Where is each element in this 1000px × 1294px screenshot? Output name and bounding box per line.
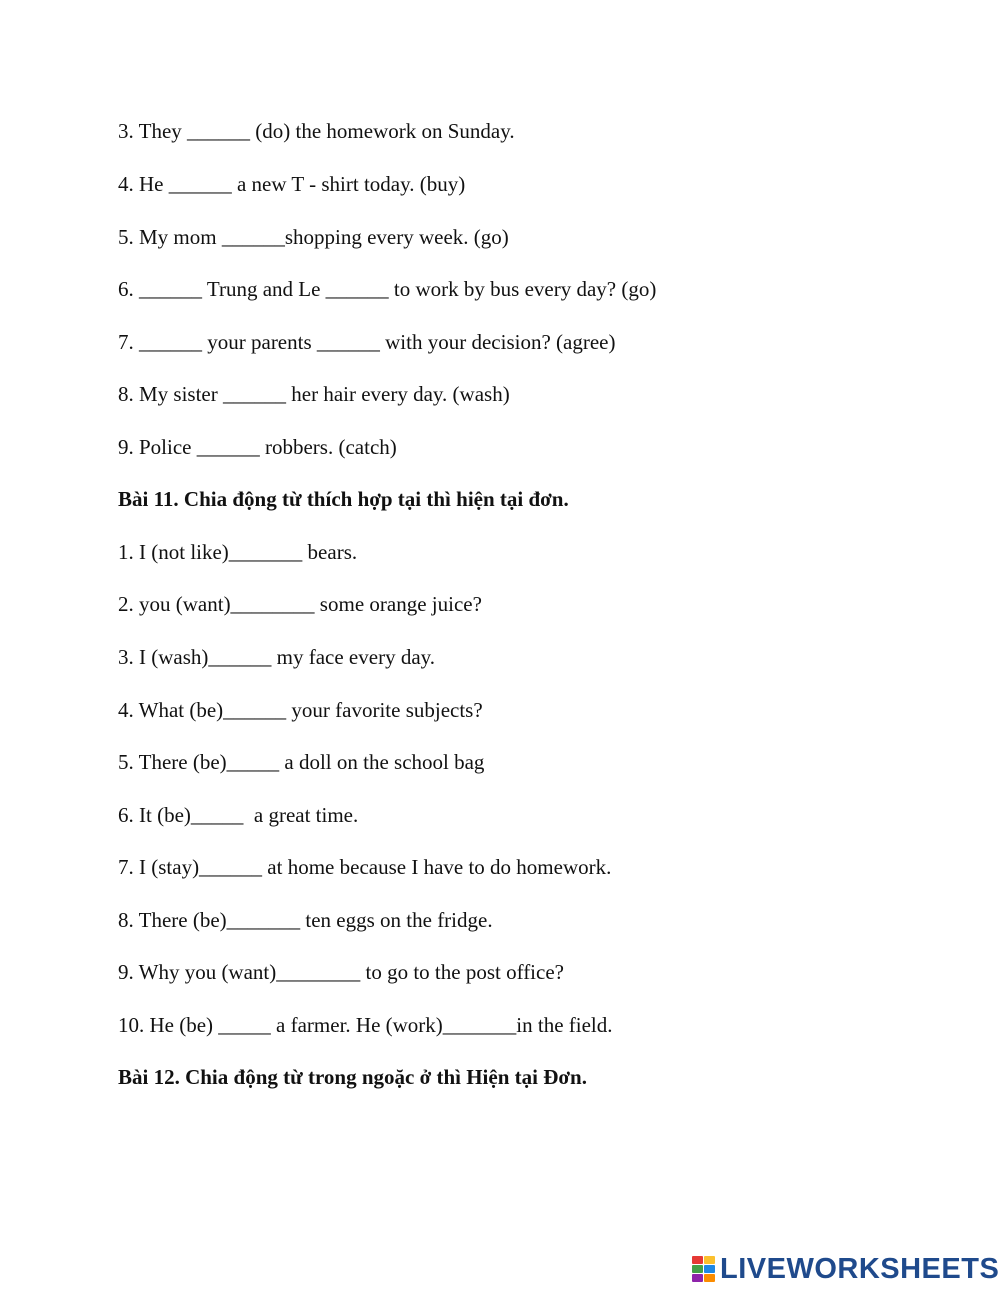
liveworksheets-logo [692,1252,999,1286]
exercise-item-11-10: 10. He (be) _____ a farmer. He (work)_______in the field. [118,1013,613,1037]
exercise-item-a7: 7. ______ your parents ______ with your decision? (agree) [118,330,616,354]
exercise-item-a5: 5. My mom ______shopping every week. (go) [118,225,509,249]
logo-square-yellow [704,1256,715,1264]
exercise-item-11-1: 1. I (not like)_______ bears. [118,540,358,564]
exercise-item-11-7: 7. I (stay)______ at home because I have to do homework. [118,855,612,879]
exercise-item-a3: 3. They ______ (do) the homework on Sunday. [118,119,515,143]
logo-square-red [692,1256,703,1264]
exercise-item-11-3: 3. I (wash)______ my face every day. [118,645,436,669]
exercise-item-a6: 6. ______ Trung and Le ______ to work by bus every day? (go) [118,277,657,301]
exercise-item-11-2: 2. you (want)________ some orange juice? [118,592,482,616]
exercise-item-11-6: 6. It (be)_____ a great time. [118,803,359,827]
exercise-item-a9: 9. Police ______ robbers. (catch) [118,435,397,459]
logo-square-green [692,1265,703,1273]
section-12-heading: Bài 12. Chia động từ trong ngoặc ở thì Hiện tại Đơn. [118,1065,587,1089]
logo-square-orange [704,1274,715,1282]
exercise-item-a4: 4. He ______ a new T - shirt today. (buy) [118,172,466,196]
logo-square-purple [692,1274,703,1282]
liveworksheets-logo-text: LIVEWORKSHEETS [720,1252,1000,1285]
logo-square-blue [704,1265,715,1273]
exercise-item-a8: 8. My sister ______ her hair every day. (wash) [118,382,510,406]
exercise-item-11-5: 5. There (be)_____ a doll on the school bag [118,750,485,774]
section-11-heading: Bài 11. Chia động từ thích hợp tại thì hiện tại đơn. [118,487,569,511]
exercise-item-11-8: 8. There (be)_______ ten eggs on the fridge. [118,908,493,932]
exercise-item-11-4: 4. What (be)______ your favorite subjects? [118,698,483,722]
exercise-item-11-9: 9. Why you (want)________ to go to the post office? [118,960,564,984]
liveworksheets-logo-icon [692,1256,716,1282]
